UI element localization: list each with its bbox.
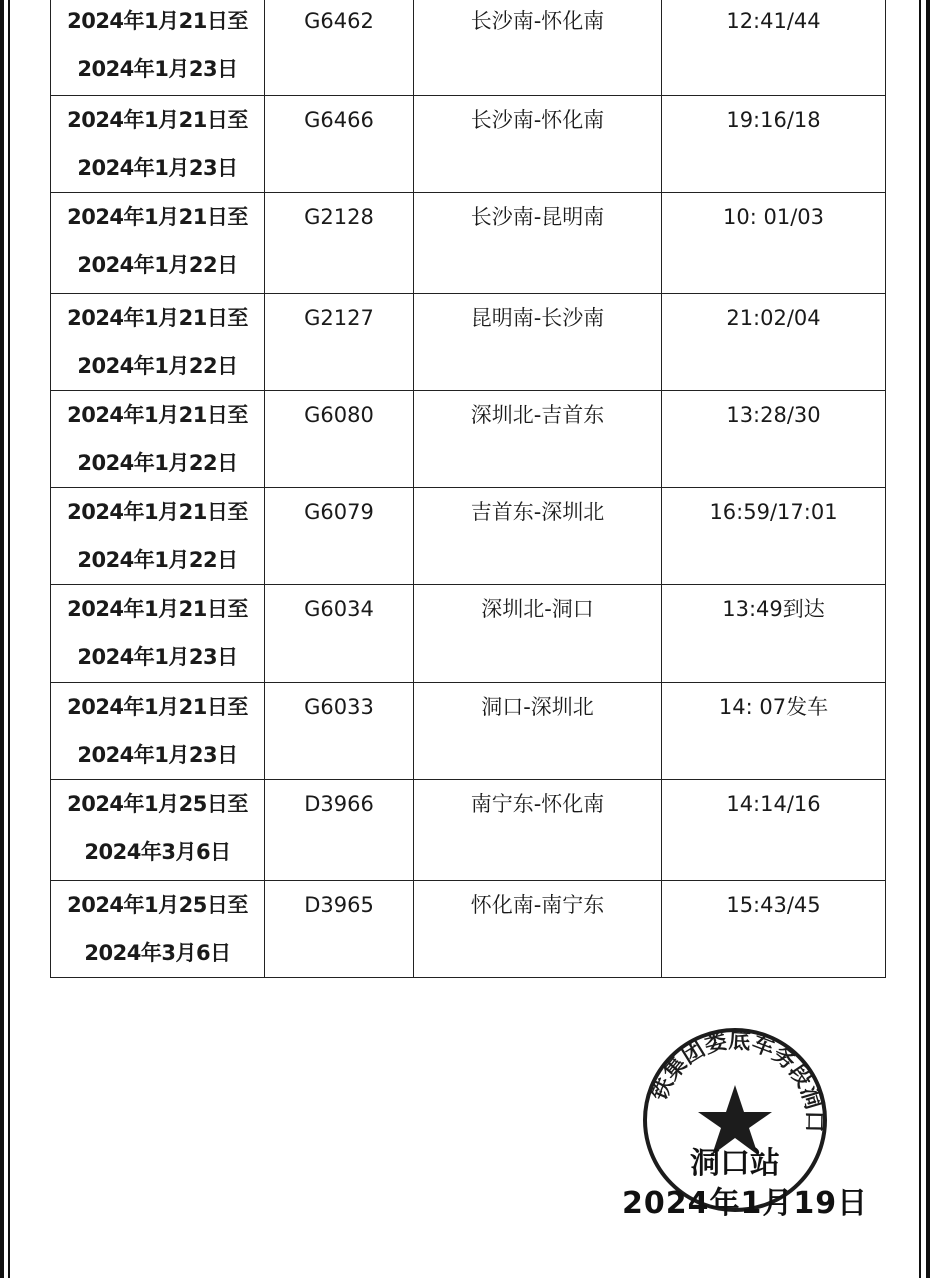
time-cell: 21:02/04	[662, 294, 886, 391]
date-from: 2024年1月21日至	[67, 9, 248, 33]
date-from: 2024年1月21日至	[67, 597, 248, 621]
train-number-cell: G6080	[265, 391, 414, 488]
train-number-cell: D3965	[265, 881, 414, 978]
issue-date: 2024年1月19日	[622, 1186, 869, 1221]
date-range-cell	[51, 294, 265, 391]
route-cell: 长沙南-怀化南	[414, 0, 662, 96]
date-range-cell	[51, 0, 265, 96]
left-border-outer	[0, 0, 4, 1278]
date-to: 2024年3月6日	[84, 840, 231, 864]
route-cell: 深圳北-洞口	[414, 585, 662, 683]
date-from: 2024年1月25日至	[67, 893, 248, 917]
train-schedule-table	[50, 0, 886, 978]
route-cell: 长沙南-怀化南	[414, 96, 662, 193]
table-row	[51, 96, 886, 193]
date-from: 2024年1月25日至	[67, 792, 248, 816]
date-to: 2024年1月23日	[77, 57, 238, 81]
star-icon	[698, 1085, 772, 1155]
time-cell: 14: 07发车	[662, 683, 886, 780]
table-row	[51, 881, 886, 978]
date-from: 2024年1月21日至	[67, 306, 248, 330]
table-row	[51, 391, 886, 488]
table-body	[51, 0, 886, 978]
train-number-cell: G2128	[265, 193, 414, 294]
route-cell: 怀化南-南宁东	[414, 881, 662, 978]
date-from: 2024年1月21日至	[67, 500, 248, 524]
date-range-cell	[51, 391, 265, 488]
time-cell: 19:16/18	[662, 96, 886, 193]
train-number-cell: G6034	[265, 585, 414, 683]
table-row	[51, 488, 886, 585]
right-border-inner	[919, 0, 921, 1278]
route-cell: 南宁东-怀化南	[414, 780, 662, 881]
right-border-outer	[926, 0, 930, 1278]
date-from: 2024年1月21日至	[67, 695, 248, 719]
date-to: 2024年1月22日	[77, 253, 238, 277]
date-range-cell	[51, 585, 265, 683]
date-to: 2024年1月22日	[77, 354, 238, 378]
date-to: 2024年1月22日	[77, 548, 238, 572]
table-row	[51, 585, 886, 683]
date-to: 2024年1月23日	[77, 743, 238, 767]
date-from: 2024年1月21日至	[67, 205, 248, 229]
time-cell: 10: 01/03	[662, 193, 886, 294]
table-row	[51, 0, 886, 96]
time-cell: 13:28/30	[662, 391, 886, 488]
date-range-cell	[51, 193, 265, 294]
date-range-cell	[51, 780, 265, 881]
train-number-cell: G6462	[265, 0, 414, 96]
train-number-cell: G2127	[265, 294, 414, 391]
date-to: 2024年1月23日	[77, 156, 238, 180]
train-number-cell: G6033	[265, 683, 414, 780]
time-cell: 15:43/45	[662, 881, 886, 978]
table-row	[51, 193, 886, 294]
date-from: 2024年1月21日至	[67, 403, 248, 427]
date-from: 2024年1月21日至	[67, 108, 248, 132]
date-range-cell	[51, 881, 265, 978]
train-number-cell: G6079	[265, 488, 414, 585]
seal-center-text: 洞口站	[690, 1146, 780, 1181]
date-range-cell	[51, 683, 265, 780]
time-cell: 16:59/17:01	[662, 488, 886, 585]
route-cell: 深圳北-吉首东	[414, 391, 662, 488]
route-cell: 昆明南-长沙南	[414, 294, 662, 391]
train-number-cell: D3966	[265, 780, 414, 881]
time-cell: 13:49到达	[662, 585, 886, 683]
date-range-cell	[51, 488, 265, 585]
route-cell: 长沙南-昆明南	[414, 193, 662, 294]
route-cell: 洞口-深圳北	[414, 683, 662, 780]
table-row	[51, 294, 886, 391]
table-row	[51, 683, 886, 780]
table-row	[51, 780, 886, 881]
date-to: 2024年1月22日	[77, 451, 238, 475]
route-cell: 吉首东-深圳北	[414, 488, 662, 585]
train-number-cell: G6466	[265, 96, 414, 193]
seal-ring-text: 铁集团娄底车务段洞口	[646, 1028, 827, 1133]
left-border-inner	[8, 0, 10, 1278]
time-cell: 14:14/16	[662, 780, 886, 881]
date-range-cell	[51, 96, 265, 193]
time-cell: 12:41/44	[662, 0, 886, 96]
date-to: 2024年1月23日	[77, 645, 238, 669]
date-to: 2024年3月6日	[84, 941, 231, 965]
